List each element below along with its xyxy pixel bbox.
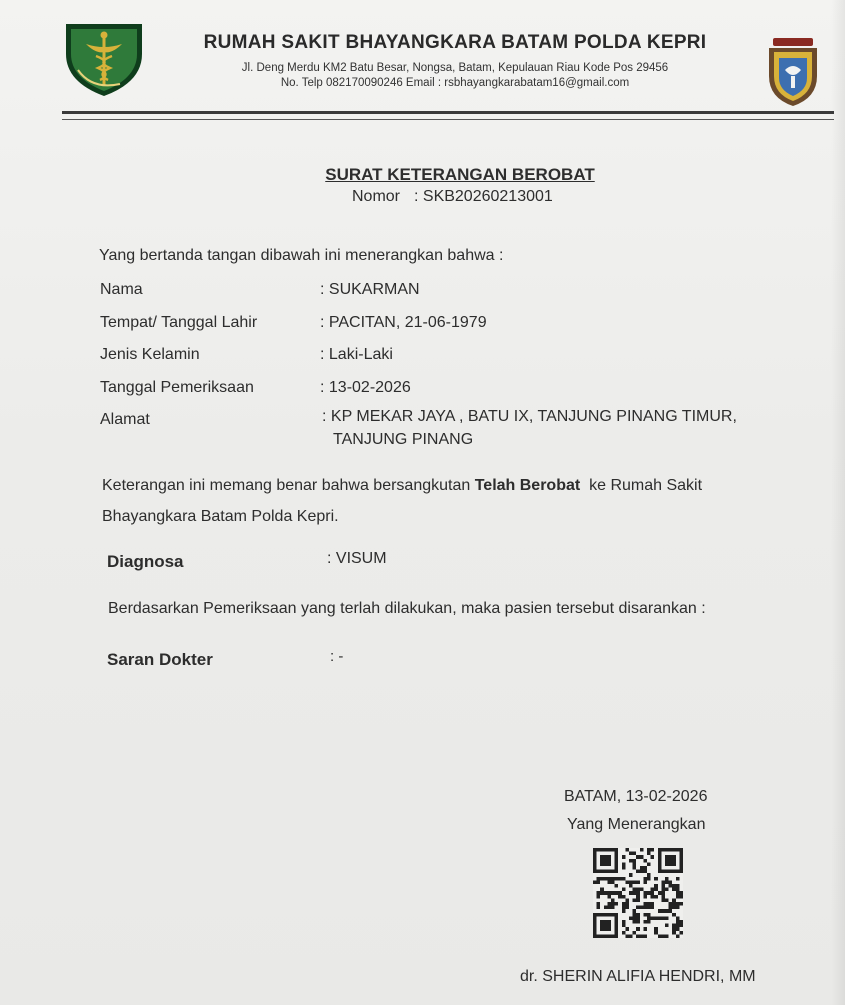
statement-line2: Bhayangkara Batam Polda Kepri.: [102, 508, 339, 525]
field-value-exam-date: : 13-02-2026: [320, 379, 411, 396]
statement-emphasis: Telah Berobat: [474, 477, 581, 494]
field-label-birth: Tempat/ Tanggal Lahir: [100, 314, 258, 331]
field-label-name: Nama: [100, 281, 143, 298]
field-label-gender: Jenis Kelamin: [100, 346, 200, 363]
statement-text-before: Keterangan ini memang benar bahwa bersangkutan: [102, 477, 475, 494]
document-number-label: Nomor: [352, 188, 401, 205]
qr-code-icon: [593, 848, 683, 938]
field-value-address: : KP MEKAR JAYA , BATU IX, TANJUNG PINANG TIMUR,: [322, 408, 737, 425]
letterhead-divider-thick: [62, 111, 834, 114]
intro-text: Yang bertanda tangan dibawah ini menerangkan bahwa :: [99, 247, 504, 264]
field-value-address-line2: TANJUNG PINANG: [333, 431, 474, 448]
field-value-birth: : PACITAN, 21-06-1979: [320, 314, 487, 331]
hospital-contact: No. Telp 082170090246 Email : rsbhayangkarabatam16@gmail.com: [280, 77, 630, 89]
medical-caduceus-shield-icon: [62, 20, 146, 98]
signer-name: dr. SHERIN ALIFIA HENDRI, MM: [520, 968, 756, 985]
field-label-address: Alamat: [100, 411, 150, 428]
letterhead-divider-thin: [62, 119, 834, 120]
advice-value: : -: [330, 648, 344, 665]
statement-text-after: ke Rumah Sakit: [580, 477, 703, 494]
field-label-exam-date: Tanggal Pemeriksaan: [100, 379, 254, 396]
document-number: [352, 188, 553, 206]
advice-label: Saran Dokter: [107, 650, 213, 669]
statement-line1: [102, 477, 702, 495]
diagnosis-label: Diagnosa: [107, 552, 184, 571]
recommendation-text: Berdasarkan Pemeriksaan yang terlah dilakukan, maka pasien tersebut disarankan :: [108, 600, 706, 617]
document-number-value: : SKB20260213001: [414, 188, 553, 205]
field-value-gender: : Laki-Laki: [320, 346, 393, 363]
hospital-address: Jl. Deng Merdu KM2 Batu Besar, Nongsa, Batam, Kepulauan Riau Kode Pos 29456: [241, 62, 669, 74]
police-crest-icon: [765, 36, 821, 108]
signature-role: Yang Menerangkan: [567, 816, 706, 833]
diagnosis-value: : VISUM: [327, 550, 387, 567]
hospital-name: RUMAH SAKIT BHAYANGKARA BATAM POLDA KEPRI: [203, 32, 707, 53]
field-value-name: : SUKARMAN: [320, 281, 420, 298]
signature-place-date: BATAM, 13-02-2026: [564, 788, 708, 805]
document-title: SURAT KETERANGAN BEROBAT: [325, 165, 595, 184]
